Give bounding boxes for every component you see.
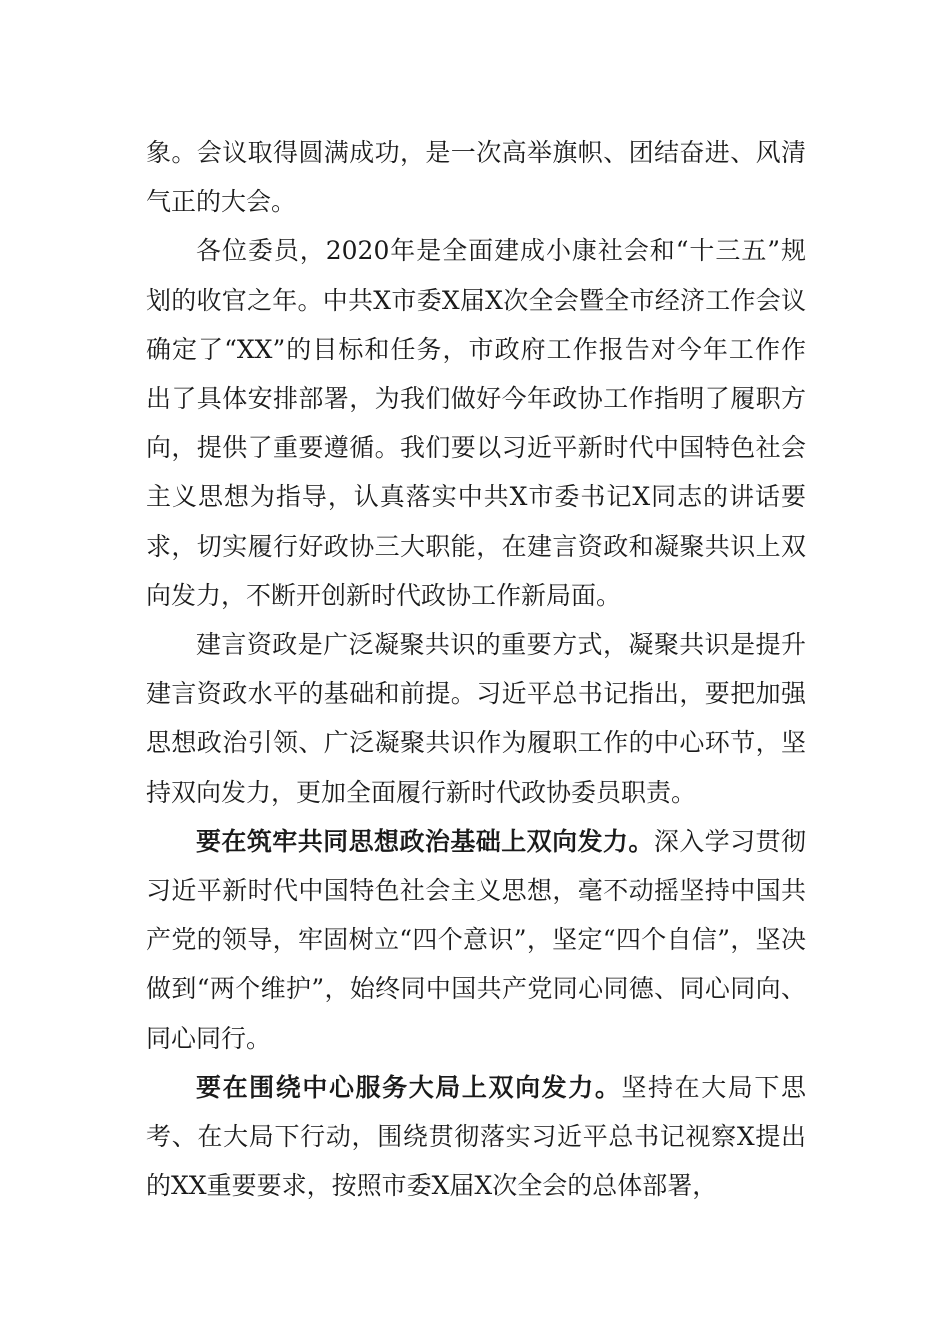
paragraph-3 (146, 620, 806, 817)
paragraph-3-text: 建言资政是广泛凝聚共识的重要方式，凝聚共识是提升建言资政水平的基础和前提。习近平总书记指出，要把加强思想政治引领、广泛凝聚共识作为履职工作的中心环节，坚持双向发力，更加全面履行新时代政协委员职责。 (146, 630, 806, 807)
paragraph-4-text: 深入学习贯彻习近平新时代中国特色社会主义思想，毫不动摇坚持中国共产党的领导，牢固树立“四个意识”，坚定“四个自信”，坚决做到“两个维护”，始终同中国共产党同心同德、同心同向、同心同行。 (146, 826, 806, 1053)
paragraph-1 (146, 128, 806, 226)
paragraph-5-text: 坚持在大局下思考、在大局下行动，围绕贯彻落实习近平总书记视察X提出的XX重要要求，按照市委X届X次全会的总体部署， (146, 1072, 806, 1201)
paragraph-1-text: 象。会议取得圆满成功，是一次高举旗帜、团结奋进、风清气正的大会。 (146, 138, 806, 217)
paragraph-5 (146, 1063, 806, 1211)
paragraph-2-text: 各位委员，2020年是全面建成小康社会和“十三五”规划的收官之年。中共X市委X届X次全会暨全市经济工作会议确定了“XX”的目标和任务，市政府工作报告对今年工作作出了具体安排部署，为我们做好今年政协工作指明了履职方向，提供了重要遵循。我们要以习近平新时代中国特色社会主义思想为指导，认真落实中共X市委书记X同志的讲话要求，切实履行好政协三大职能，在建言资政和凝聚共识上双向发力，不断开创新时代政协工作新局面。 (146, 236, 806, 610)
document-body (146, 128, 806, 1210)
paragraph-4-lead: 要在筑牢共同思想政治基础上双向发力。 (196, 826, 654, 856)
paragraph-5-lead: 要在围绕中心服务大局上双向发力。 (196, 1072, 622, 1102)
paragraph-2 (146, 226, 806, 620)
paragraph-4 (146, 817, 806, 1063)
